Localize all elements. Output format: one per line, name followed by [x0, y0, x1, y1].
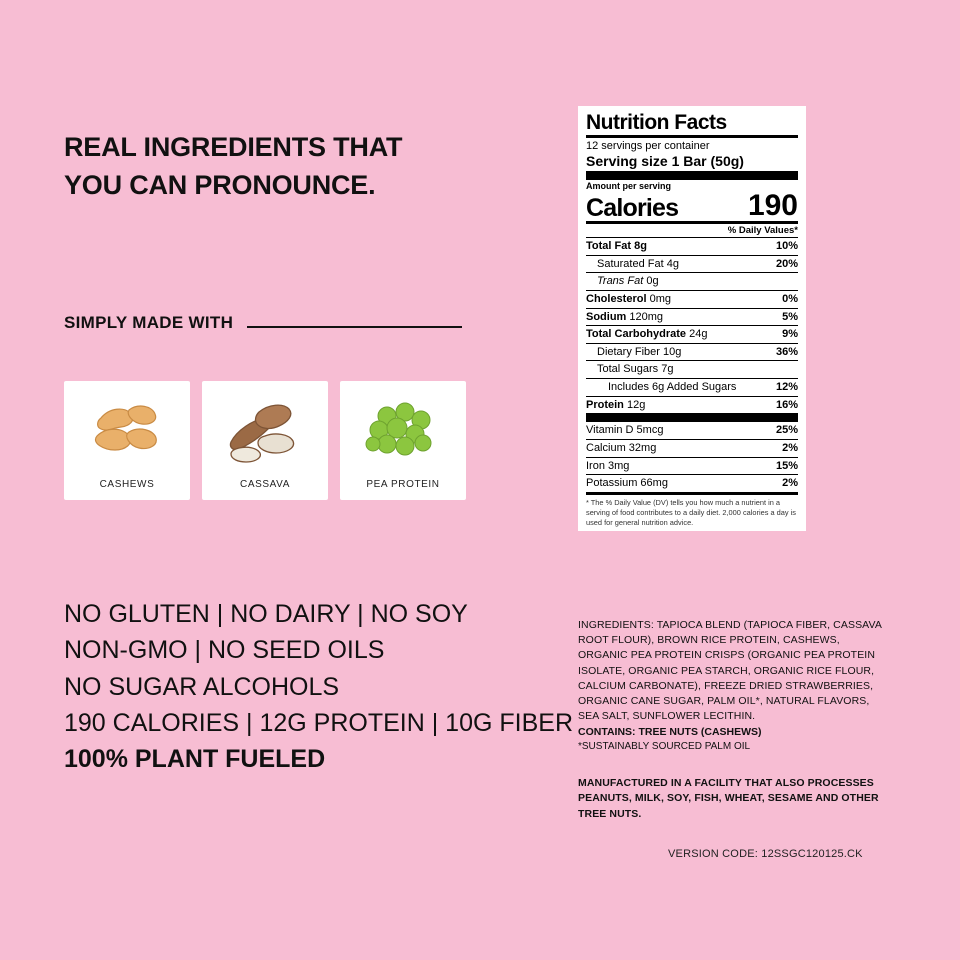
left-content-column: [64, 128, 534, 500]
nutrient-dv: 5%: [782, 310, 798, 323]
nutrient-name: Cholesterol: [586, 292, 647, 305]
ingredient-card-list: [64, 381, 534, 500]
simply-made-with-label: SIMPLY MADE WITH: [64, 312, 234, 332]
nutrient-amount: 10g: [663, 345, 682, 358]
nutrient-name: Sodium: [586, 310, 627, 323]
horizontal-rule: [247, 326, 462, 328]
nutrient-dv: 9%: [782, 328, 798, 341]
nutrient-amount: 0mg: [649, 292, 671, 305]
nutrient-row-total-fat: [586, 238, 798, 255]
nutrient-row-cholesterol: [586, 291, 798, 308]
nutrient-row-trans-fat: [586, 273, 798, 290]
cassava-root-icon: [202, 389, 328, 473]
servings-per-container: 12 servings per container: [586, 140, 710, 152]
ingredient-card-cashews: [64, 381, 190, 500]
nutrient-amount: 12g: [626, 398, 646, 411]
version-code: VERSION CODE: 12SSGC120125.CK: [668, 848, 863, 860]
nutrient-row-total-sugars: [586, 361, 798, 378]
nutrient-amount: 7g: [661, 363, 674, 376]
serving-size-value: 1 Bar (50g): [671, 153, 744, 169]
nutrient-name: Includes 6g Added Sugars: [608, 381, 737, 394]
nutrient-dv: 10%: [775, 240, 798, 252]
ingredient-card-pea-protein: [340, 381, 466, 500]
palm-oil-note: *SUSTAINABLY SOURCED PALM OIL: [578, 740, 751, 752]
micronutrient-row-potassium: [586, 475, 798, 492]
micronutrient-dv: 15%: [775, 459, 798, 472]
micronutrient-row-vitamin-d: [586, 422, 798, 439]
ingredient-card-label: CASHEWS: [99, 478, 155, 490]
nutrient-amount: 0g: [646, 275, 659, 288]
nutrient-dv: 20%: [775, 257, 798, 270]
ingredient-card-label: PEA PROTEIN: [366, 478, 440, 490]
micronutrient-row-calcium: [586, 440, 798, 457]
nutrient-amount: 8g: [634, 240, 647, 252]
micronutrient-amount: 66mg: [640, 477, 668, 490]
micronutrient-name: Potassium: [586, 477, 638, 490]
ingredient-card-label: CASSAVA: [240, 478, 290, 490]
daily-value-footnote: * The % Daily Value (DV) tells you how much a nutrient in a serving of food contributes to a daily diet. 2,000 calories a day is used for general nutrition advice.: [586, 497, 796, 527]
micronutrient-name: Iron: [586, 459, 605, 472]
headline-line-1: REAL INGREDIENTS THAT: [64, 132, 403, 162]
nutrient-amount: 120mg: [629, 310, 664, 323]
cashew-nuts-icon: [64, 389, 190, 473]
nutrient-name: Trans Fat: [597, 275, 644, 288]
simply-made-with-row: [64, 313, 534, 333]
claim-item: 100% PLANT FUELED: [64, 745, 326, 773]
nutrient-name: Total Fat: [586, 240, 632, 252]
micronutrient-dv: 25%: [775, 424, 798, 437]
page-title: [64, 128, 534, 205]
micronutrient-row-iron: [586, 458, 798, 475]
micronutrient-dv: 2%: [782, 442, 798, 455]
serving-size-row: [586, 153, 798, 171]
nutrient-dv: 16%: [775, 398, 798, 411]
ingredient-card-cassava: [202, 381, 328, 500]
nutrition-facts-title: Nutrition Facts: [586, 111, 727, 134]
nutrient-row-total-carbohydrate: [586, 326, 798, 343]
nutrient-name: Total Sugars: [597, 363, 659, 376]
nutrient-row-protein: [586, 397, 798, 414]
micronutrient-name: Vitamin D: [586, 424, 634, 437]
amount-per-serving-label: Amount per serving: [586, 181, 672, 191]
claim-item: NO GLUTEN | NO DAIRY | NO SOY: [64, 600, 468, 628]
daily-value-header: % Daily Values*: [727, 225, 798, 236]
nutrient-name: Dietary Fiber: [597, 345, 660, 358]
nutrient-dv: 0%: [782, 292, 798, 305]
calories-label: Calories: [586, 194, 679, 222]
green-peas-icon: [340, 389, 466, 473]
contains-allergens-text: CONTAINS: TREE NUTS (CASHEWS): [578, 725, 762, 738]
micronutrient-amount: 5mcg: [636, 424, 664, 437]
nutrient-row-added-sugars: [586, 379, 798, 396]
nutrition-facts-panel: [578, 106, 806, 531]
micronutrient-name: Calcium: [586, 442, 626, 455]
nutrient-name: Total Carbohydrate: [586, 328, 687, 341]
claim-item: NO SUGAR ALCOHOLS: [64, 672, 340, 701]
headline-line-2: YOU CAN PRONOUNCE.: [64, 170, 376, 201]
calories-value: 190: [747, 189, 798, 222]
claim-item: NON-GMO | NO SEED OILS: [64, 636, 385, 665]
serving-size-label: Serving size: [586, 153, 668, 169]
nutrient-row-saturated-fat: [586, 256, 798, 273]
micronutrient-dv: 2%: [782, 477, 798, 490]
manufactured-disclaimer: MANUFACTURED IN A FACILITY THAT ALSO PROCESSES PEANUTS, MILK, SOY, FISH, WHEAT, SESAME AND OTHER TREE NUTS.: [578, 777, 879, 820]
nutrient-amount: 24g: [689, 328, 708, 341]
nutrient-row-dietary-fiber: [586, 344, 798, 361]
micronutrient-amount: 32mg: [628, 442, 657, 455]
calories-row: [586, 191, 798, 221]
micronutrient-amount: 3mg: [608, 459, 630, 472]
nutrient-name: Protein: [586, 398, 624, 411]
ingredients-block: [578, 618, 890, 822]
ingredients-text: INGREDIENTS: TAPIOCA BLEND (TAPIOCA FIBER, CASSAVA ROOT FLOUR), BROWN RICE PROTEIN, CASHEWS, ORGANIC PEA PROTEIN CRISPS (ORGANIC PEA PROTEIN ISOLATE, ORGANIC PEA STARCH, ORGANIC RICE FLOUR, CALCIUM CARBONATE), FREEZE DRIED STRAWBERRIES, ORGANIC CANE SUGAR, PALM OIL*, NATURAL FLAVORS, SEA SALT, SUNFLOWER LECITHIN.: [578, 619, 882, 723]
nutrient-amount: 4g: [666, 257, 679, 270]
nutrient-row-sodium: [586, 309, 798, 326]
nutrient-name: Saturated Fat: [597, 257, 664, 270]
nutrient-dv: 36%: [775, 345, 798, 358]
claim-item: 190 CALORIES | 12G PROTEIN | 10G FIBER: [64, 708, 573, 737]
claims-list: [64, 596, 573, 777]
nutrient-dv: 12%: [775, 381, 798, 394]
